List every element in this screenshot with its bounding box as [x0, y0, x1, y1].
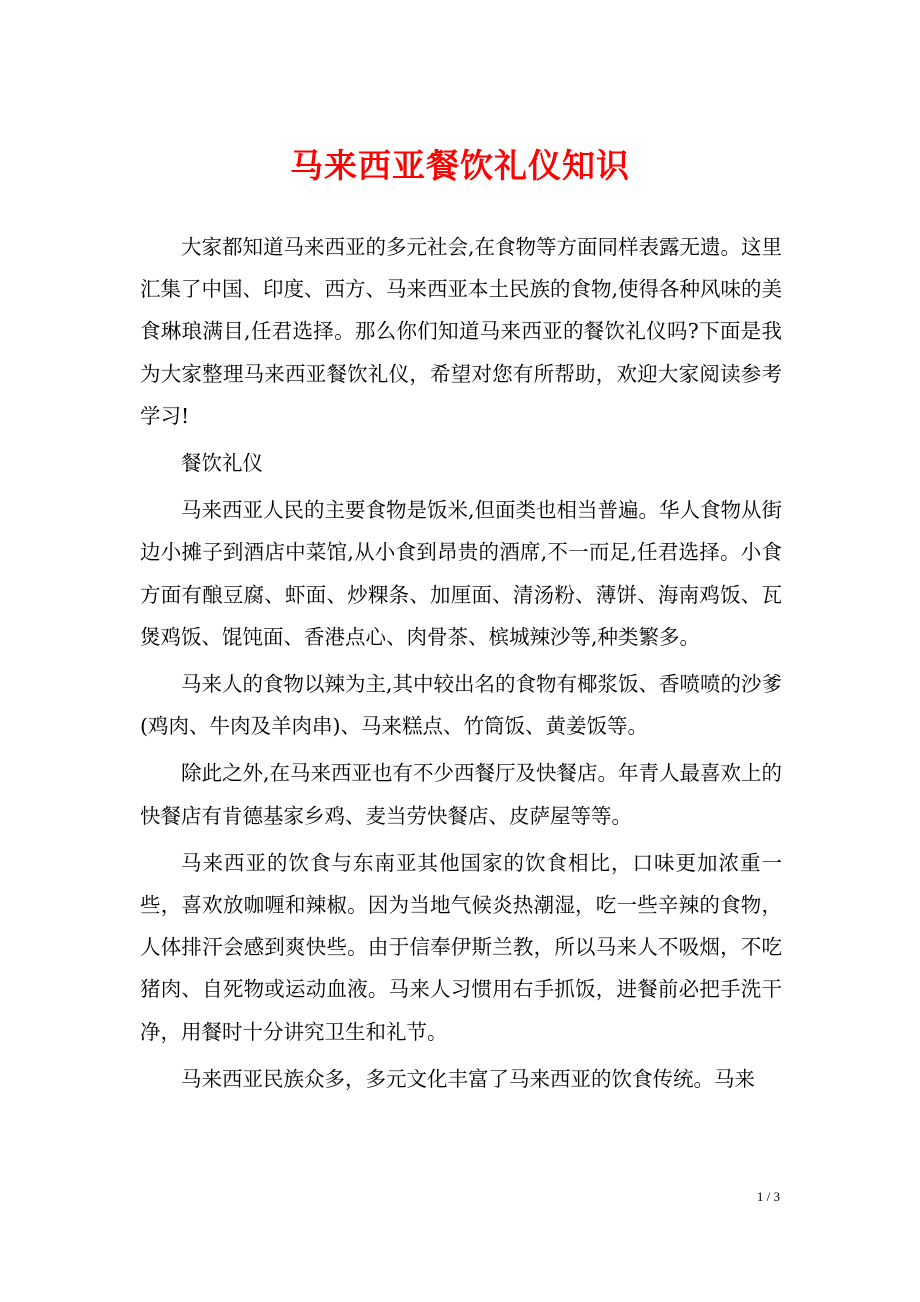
paragraph-malay-food: 马来人的食物以辣为主,其中较出名的食物有椰浆饭、香喷喷的沙爹(鸡肉、牛肉及羊肉串)、马来糕点、竹筒饭、黄姜饭等。 [140, 672, 783, 739]
page-number: 1 / 3 [756, 1189, 780, 1204]
page-title: 马来西亚餐饮礼仪知识 [290, 146, 630, 185]
document-body [140, 226, 782, 1105]
paragraph-multicultural: 马来西亚民族众多，多元文化丰富了马来西亚的饮食传统。马来 [181, 1066, 755, 1091]
paragraph-intro: 大家都知道马来西亚的多元社会,在食物等方面同样表露无遗。这里汇集了中国、印度、西方、马来西亚本土民族的食物,使得各种风味的美食琳琅满目,任君选择。那么你们知道马来西亚的餐饮礼仪吗?下面是我为大家整理马来西亚餐饮礼仪，希望对您有所帮助，欢迎大家阅读参考学习! [140, 235, 783, 428]
paragraph-staple-foods: 马来西亚人民的主要食物是饭米,但面类也相当普遍。华人食物从街边小摊子到酒店中菜馆,从小食到昂贵的酒席,不一而足,任君选择。小食方面有酿豆腐、虾面、炒粿条、加厘面、清汤粉、薄饼、海南鸡饭、瓦煲鸡饭、馄饨面、香港点心、肉骨茶、槟城辣沙等,种类繁多。 [140, 498, 783, 649]
section-heading-dining-etiquette: 餐饮礼仪 [181, 451, 263, 476]
paragraph-western-food: 除此之外,在马来西亚也有不少西餐厅及快餐店。年青人最喜欢上的快餐店有肯德基家乡鸡、麦当劳快餐店、皮萨屋等等。 [140, 761, 783, 828]
paragraph-diet-customs: 马来西亚的饮食与东南亚其他国家的饮食相比，口味更加浓重一些，喜欢放咖喱和辣椒。因为当地气候炎热潮湿，吃一些辛辣的食物，人体排汗会感到爽快些。由于信奉伊斯兰教，所以马来人不吸烟，不吃猪肉、自死物或运动血液。马来人习惯用右手抓饭，进餐前必把手洗干净，用餐时十分讲究卫生和礼节。 [140, 850, 782, 1044]
